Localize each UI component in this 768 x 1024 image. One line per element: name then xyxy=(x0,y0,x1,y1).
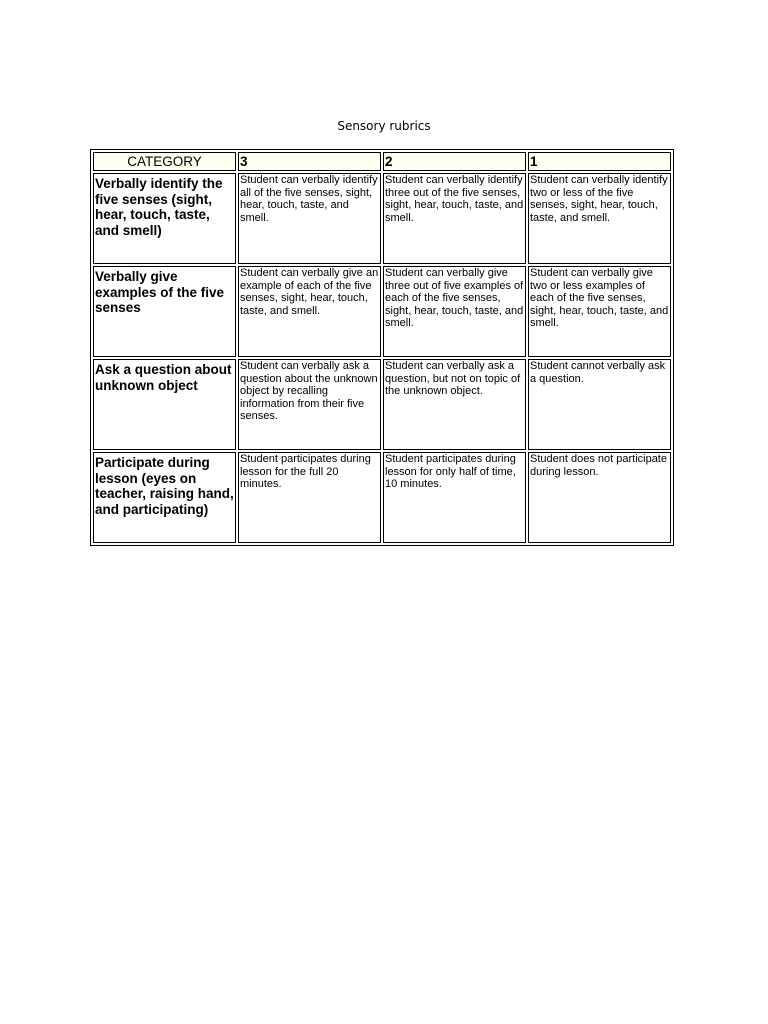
header-score-3: 3 xyxy=(238,152,381,171)
table-row xyxy=(93,266,671,357)
document-title: Sensory rubrics xyxy=(337,119,431,133)
header-score-1: 1 xyxy=(528,152,671,171)
table-header-row xyxy=(93,152,671,171)
score-2-cell: Student can verbally give three out of five examples of each of the five senses, sight, hear, touch, taste, and smell. xyxy=(383,266,526,357)
criterion-cell: Verbally identify the five senses (sight, hear, touch, taste, and smell) xyxy=(93,173,236,264)
rubric-table xyxy=(90,149,674,546)
score-2-cell: Student participates during lesson for only half of time, 10 minutes. xyxy=(383,452,526,543)
score-2-cell: Student can verbally identify three out of the five senses, sight, hear, touch, taste, and smell. xyxy=(383,173,526,264)
score-3-cell: Student can verbally identify all of the five senses, sight, hear, touch, taste, and smell. xyxy=(238,173,381,264)
table-row xyxy=(93,173,671,264)
score-3-cell: Student participates during lesson for the full 20 minutes. xyxy=(238,452,381,543)
table-row xyxy=(93,359,671,450)
header-score-2: 2 xyxy=(383,152,526,171)
score-3-cell: Student can verbally ask a question about the unknown object by recalling information from their five senses. xyxy=(238,359,381,450)
table-row xyxy=(93,452,671,543)
score-1-cell: Student can verbally give two or less examples of each of the five senses, sight, hear, touch, taste, and smell. xyxy=(528,266,671,357)
score-2-cell: Student can verbally ask a question, but not on topic of the unknown object. xyxy=(383,359,526,450)
criterion-cell: Ask a question about unknown object xyxy=(93,359,236,450)
score-3-cell: Student can verbally give an example of each of the five senses, sight, hear, touch, taste, and smell. xyxy=(238,266,381,357)
header-category: CATEGORY xyxy=(93,152,236,171)
score-1-cell: Student cannot verbally ask a question. xyxy=(528,359,671,450)
score-1-cell: Student can verbally identify two or less of the five senses, sight, hear, touch, taste, and smell. xyxy=(528,173,671,264)
criterion-cell: Participate during lesson (eyes on teacher, raising hand, and participating) xyxy=(93,452,236,543)
score-1-cell: Student does not participate during lesson. xyxy=(528,452,671,543)
criterion-cell: Verbally give examples of the five senses xyxy=(93,266,236,357)
